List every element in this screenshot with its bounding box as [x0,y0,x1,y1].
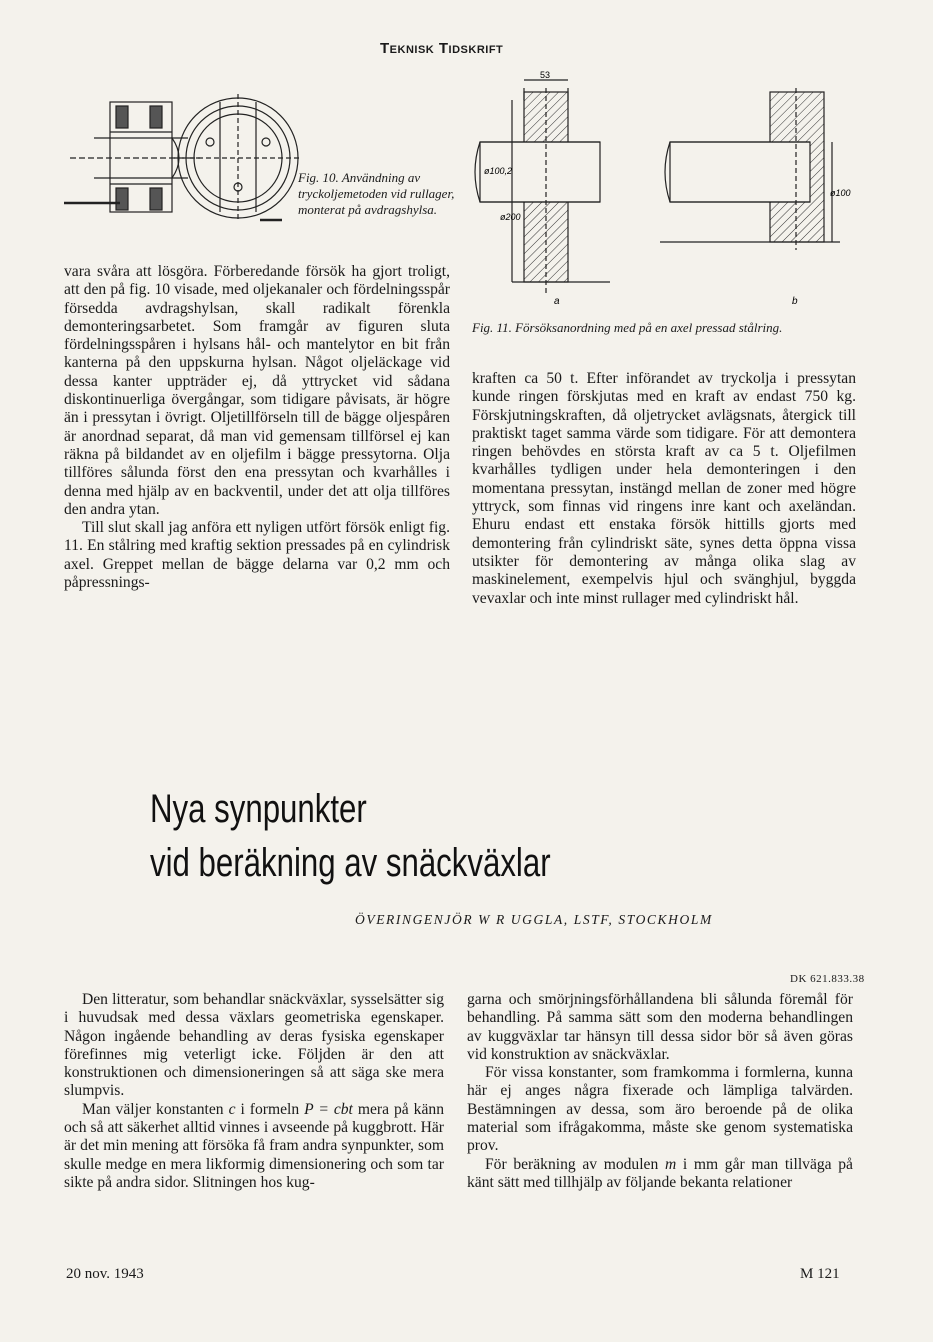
formula: P = cbt [304,1100,353,1118]
paragraph: Till slut skall jag anföra ett nyligen utfört försök enligt fig. 11. En stålring med kraftig sektion pressades på en cylindrisk axel. Greppet mellan de bägge delarna var 0,2 mm och påpressnings- [64,519,450,592]
dk-classification: DK 621.833.38 [790,973,865,985]
running-head: Teknisk Tidskrift [380,40,504,57]
article-title-line1: Nya synpunkter [150,787,367,831]
text-run: i mm går man tillväga på känt sätt med tillhjälp av följande bekanta relationer [467,1155,853,1191]
formula-symbol: c [228,1100,236,1118]
text-run: Man väljer konstanten [82,1100,229,1118]
left-column-upper [64,263,450,592]
fig11-drawing [470,70,870,320]
text-run: i formeln [235,1100,305,1118]
paragraph [64,1101,444,1192]
issue-date: 20 nov. 1943 [66,1266,144,1282]
paragraph [467,1156,853,1193]
paragraph: vara svåra att lösgöra. Förberedande försök ha gjort troligt, att den på fig. 10 visade, med oljekanaler och fördelningsspår försedda avdragshylsan, skall radikalt förenkla demonteringsarbetet. Som framgår av figuren sluta fördelningsspåren i hylsans hål- och mantelytor en bit från kanterna på den uppskurna hylsan. Något oljeläckage vid dessa kanter uppträder ej, då yttrycket vid sådana diskontinuerliga övergångar, som tidigare påvisats, är högre än i pressytan i övrigt. Oljetillförseln till de bägge oljespåren är anordnad separat, då man vid gemensam tillförsel ej kan räkna på bildandet av en oljefilm i bägge pressytorna. Olja tillföres sålunda först den ena pressytan och kvarhålles i denna med hjälp av en backventil, under det att olja tillföres den andra ytan. [64,263,450,518]
text-run: För beräkning av modulen [485,1155,665,1173]
paragraph: garna och smörjningsförhållandena bli sålunda föremål för behandling. På samma sätt som den moderna behandlingen av kuggväxlar tar hänsyn till dessa sidor bör så även göras vid konstruktion av snäckväxlar. [467,991,853,1063]
fig10-drawing [60,72,300,252]
formula-symbol: m [664,1155,677,1173]
page-number: M 121 [800,1266,840,1282]
text-run: mera på känn och så att säkerhet alltid vinnes i avseende på kuggbrott. Här är det min mening att försöka få fram andra synpunkter, som skulle medge en mera likformig dimensionering och som tar sikte på andra sidor. Slitningen hos kug- [64,1100,444,1191]
fig11-dim-a1: ø100,2 [484,166,513,176]
fig11-caption: Fig. 11. Försöksanordning med på en axel pressad stålring. [472,320,783,335]
article-title [150,782,618,890]
paragraph: För vissa konstanter, som framkomma i formlerna, kunna här ej anges några fixerade och lämpliga talvärden. Bestämningen av dessa, som äro beroende på de olika material som ifrågakomma, måste ske genom systematiska prov. [467,1064,853,1155]
right-column-lower [467,991,853,1192]
fig11-dim-b: ø100 [830,188,851,198]
author-byline: ÖVERINGENJÖR W R UGGLA, LSTF, STOCKHOLM [355,912,713,927]
left-column-lower [64,991,444,1192]
fig11-dim-top: 53 [540,70,551,80]
paragraph: Den litteratur, som behandlar snäckväxlar, sysselsätter sig i huvudsak med dessa växlars geometriska egenskaper. Någon ingående behandling av deras fysiska egenskaper förefinnes mig veterligt icke. Följden är den att konstruktionen och dimensioneringen så att säga ske mera slumpvis. [64,991,444,1100]
article-title-line2: vid beräkning av snäckväxlar [150,841,551,885]
paragraph: kraften ca 50 t. Efter införandet av tryckolja i pressytan kunde ringen förskjutas med en kraft av endast 750 kg. Förskjutningskraften, då oljetrycket avlägsnats, återgick till praktiskt taget samma värde som tidigare. För att demontera ringen behövdes en största kraft av ca 5 t. Oljefilmen kvarhålles tydligen under hela demonteringen i den momentana pressytan, instängd mellan de zoner med högre yttryck, som finnas vid ringens inre kant och axeländan. Ehuru endast ett enstaka försök hittills gjorts med demontering från cylindriskt säte, synes detta öppna vissa utsikter för demontering av många olika slag av maskinelement, exempelvis hjul och svänghjul, byggda vevaxlar och inte minst rullager med cylindriskt hål. [472,370,856,607]
fig11-label-a: a [554,296,560,307]
fig11-dim-a2: ø200 [500,212,521,222]
fig11-label-b: b [792,296,798,307]
fig10-caption: Fig. 10. Användning av tryckoljemetoden vid rullager, monterat på avdragshylsa. [298,170,455,217]
right-column-upper [472,370,856,608]
